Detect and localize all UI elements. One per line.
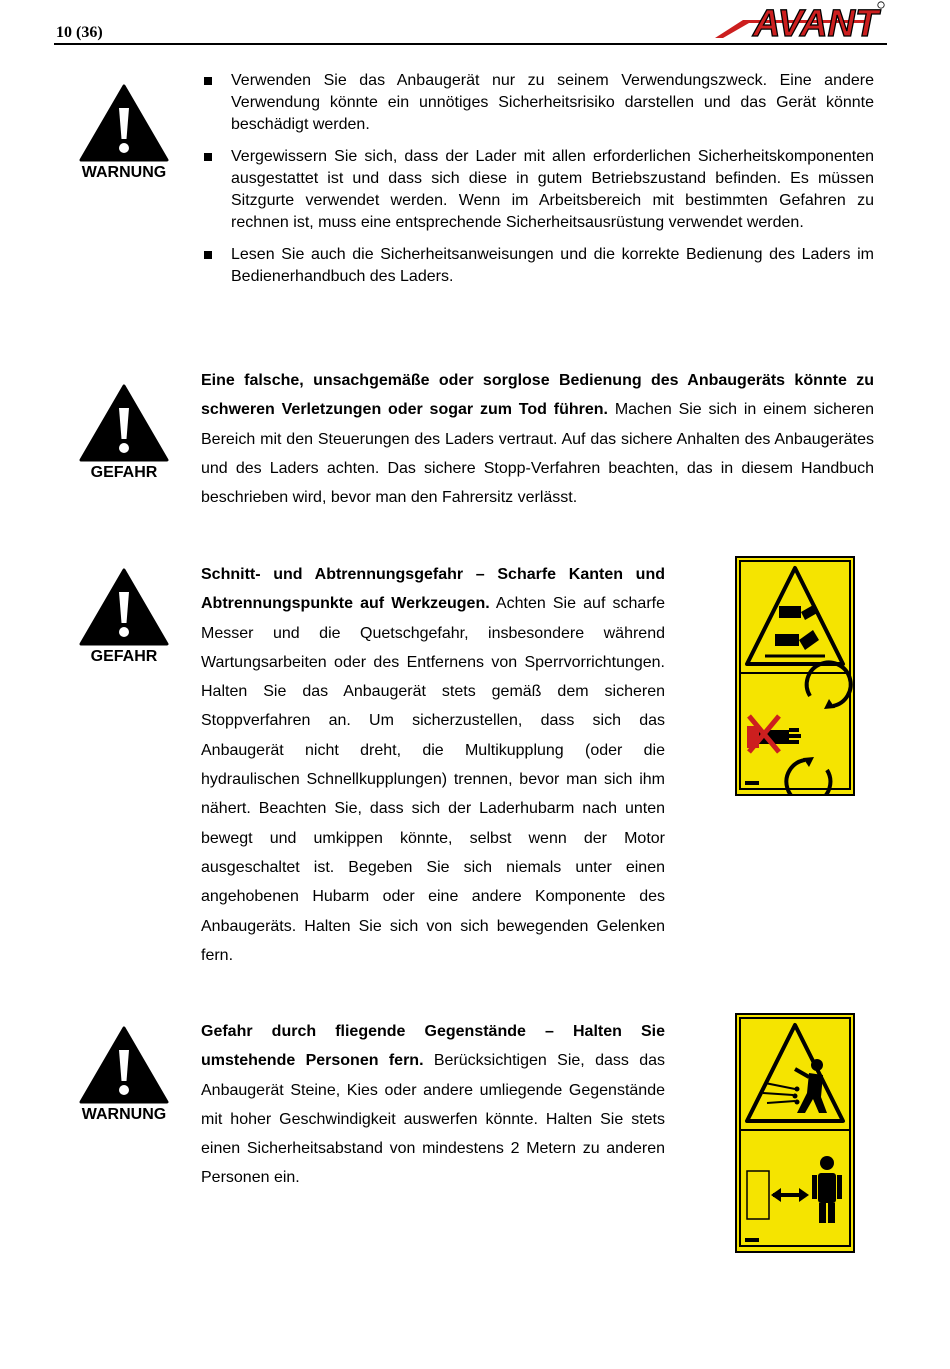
flying-objects-body: Berücksichtigen Sie, dass das Anbaugerät Steine, Kies oder andere umliegende Gegenstände mit hoher Geschwindigkeit auswerfen könnte. Halten Sie stets einen Sicherheitsabstand von mindestens 2 Metern zu anderen Personen ein.: [201, 1052, 665, 1187]
page-header: [54, 0, 887, 46]
danger-symbol: [78, 568, 170, 666]
danger-heading: Eine falsche, unsachgemäße oder sorglose Bedienung des Anbaugeräts könnte zu schweren Verletzungen oder sogar zum Tod führen.: [201, 372, 874, 419]
flying-objects-paragraph: [201, 1017, 665, 1193]
danger-label: GEFAHR: [90, 464, 158, 481]
svg-text:AVANT: AVANT: [753, 3, 879, 40]
warning-triangle-icon: [79, 84, 169, 162]
warning-triangle-icon: [79, 1026, 169, 1104]
warning-triangle-icon: [79, 384, 169, 462]
warning-symbol: [78, 1026, 170, 1124]
flying-objects-safe-distance-sign-icon: [735, 1013, 855, 1253]
danger-paragraph: [201, 366, 874, 512]
warning-label: WARNUNG: [81, 1106, 167, 1123]
list-item: Vergewissern Sie sich, dass der Lader mit allen erforderlichen Sicherheitskomponenten ausgestattet ist und dass sich diese in gutem Betriebszustand befinden. Es müssen Sitzgurte verwendet werden. Wenn im Arbeitsbereich mit bestimmten Gefahren zu rechnen ist, muss eine entsprechende Sicherheitsausrüstung verwendet werden.: [202, 146, 874, 234]
list-item: Verwenden Sie das Anbaugerät nur zu seinem Verwendungszweck. Eine andere Verwendung könnte ein unnötiges Sicherheitsrisiko darstellen und das Gerät könnte beschädigt werden.: [202, 70, 874, 136]
cutting-hazard-heading: Schnitt- und Abtrennungsgefahr – Scharfe Kanten und Abtrennungspunkte auf Werkzeugen.: [201, 566, 665, 613]
danger-label: GEFAHR: [90, 648, 158, 665]
flying-objects-heading: Gefahr durch fliegende Gegenstände – Halten Sie umstehende Personen fern.: [201, 1023, 665, 1070]
danger-symbol: [78, 384, 170, 482]
crush-rotating-parts-sign-icon: [735, 556, 855, 796]
warning-bullet-list: [202, 70, 874, 298]
list-item: Lesen Sie auch die Sicherheitsanweisungen und die korrekte Bedienung des Laders im Bedienerhandbuch des Laders.: [202, 244, 874, 288]
cutting-hazard-paragraph: [201, 560, 665, 970]
avant-logo: [715, 0, 887, 40]
warning-label: WARNUNG: [81, 164, 167, 181]
cutting-hazard-body: Achten Sie auf scharfe Messer und die Quetschgefahr, insbesondere während Wartungsarbeiten oder des Entfernens von Sperrvorrichtungen. Halten Sie das Anbaugerät stets gemäß dem sicheren Stoppverfahren an. Um sicherzustellen, dass sich das Anbaugerät nicht dreht, die Multikupplung (oder die hydraulischen Schnellkupplungen) trennen, bevor man sich ihm nähert. Beachten Sie, dass sich der Laderhubarm nach unten bewegt und umkippen könnte, selbst wenn der Motor ausgeschaltet ist. Begeben Sie sich niemals unter einen angehobenen Hubarm oder eine andere Komponente des Anbaugeräts. Halten Sie sich von sich bewegenden Gelenken fern.: [201, 595, 665, 964]
warning-triangle-icon: [79, 568, 169, 646]
danger-body: Machen Sie sich in einem sicheren Bereich mit den Steuerungen des Laders vertraut. Auf das sichere Anhalten des Anbaugerätes und des Laders achten. Das sichere Stopp-Verfahren beachten, das in diesem Handbuch beschrieben wird, bevor man den Fahrersitz verlässt.: [201, 401, 874, 507]
page-number: 10 (36): [56, 24, 103, 41]
warning-symbol: [78, 84, 170, 182]
header-rule: [54, 43, 887, 45]
